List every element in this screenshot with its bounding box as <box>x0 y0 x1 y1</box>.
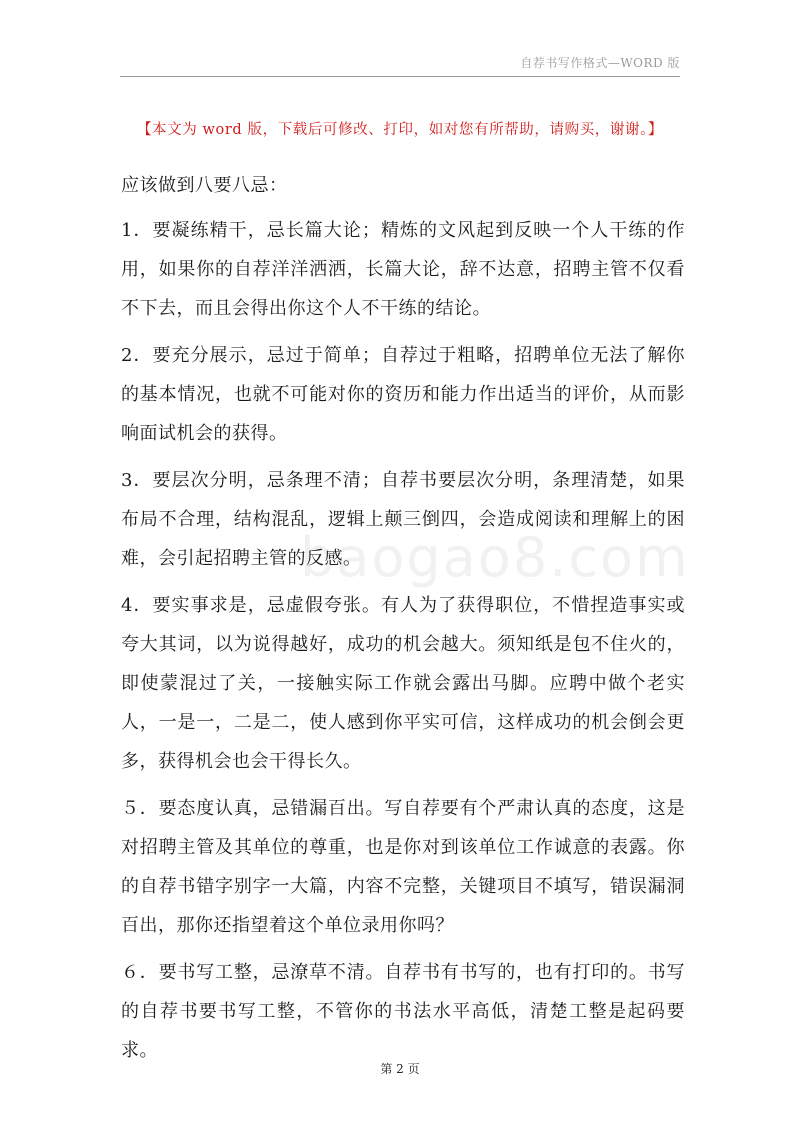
document-body <box>121 166 685 1078</box>
watermark: baogao8.com <box>300 526 690 589</box>
paragraph-5: ５．要态度认真，忌错漏百出。写自荐要有个严肃认真的态度，这是对招聘主管及其单位的尊重，也是你对到该单位工作诚意的表露。你的自荐书错字别字一大篇，内容不完整，关键项目不填写，错误漏洞百出，那你还指望着这个单位录用你吗？ <box>121 798 685 936</box>
header-title: 自荐书写作格式—WORD 版 <box>520 56 680 70</box>
page-header <box>120 52 680 77</box>
paragraph-1: 1．要凝练精干，忌长篇大论；精炼的文风起到反映一个人干练的作用，如果你的自荐洋洋洒洒，长篇大论，辞不达意，招聘主管不仅看不下去，而且会得出你这个人不干练的结论。 <box>121 220 685 319</box>
intro-line: 应该做到八要八忌： <box>121 175 288 196</box>
paragraph-4: 4．要实事求是，忌虚假夸张。有人为了获得职位，不惜捏造事实或夸大其词，以为说得越好，成功的机会越大。须知纸是包不住火的，即使蒙混过了关，一接触实际工作就会露出马脚。应聘中做个老实人，一是一，二是二，使人感到你平实可信，这样成功的机会倒会更多，获得机会也会干得长久。 <box>121 595 685 772</box>
paragraph-2: 2．要充分展示，忌过于简单；自荐过于粗略，招聘单位无法了解你的基本情况，也就不可能对你的资历和能力作出适当的评价，从而影响面试机会的获得。 <box>121 345 685 444</box>
page-number: 第 2 页 <box>380 1062 420 1076</box>
paragraph-3: 3．要层次分明，忌条理不清；自荐书要层次分明，条理清楚，如果布局不合理，结构混乱，逻辑上颠三倒四，会造成阅读和理解上的困难，会引起招聘主管的反感。 <box>121 470 685 569</box>
paragraph-6: ６．要书写工整，忌潦草不清。自荐书有书写的，也有打印的。书写的自荐书要书写工整，不管你的书法水平高低，清楚工整是起码要求。 <box>121 962 685 1061</box>
download-notice: 【本文为 word 版，下载后可修改、打印，如对您有所帮助，请购买，谢谢。】 <box>136 122 664 138</box>
